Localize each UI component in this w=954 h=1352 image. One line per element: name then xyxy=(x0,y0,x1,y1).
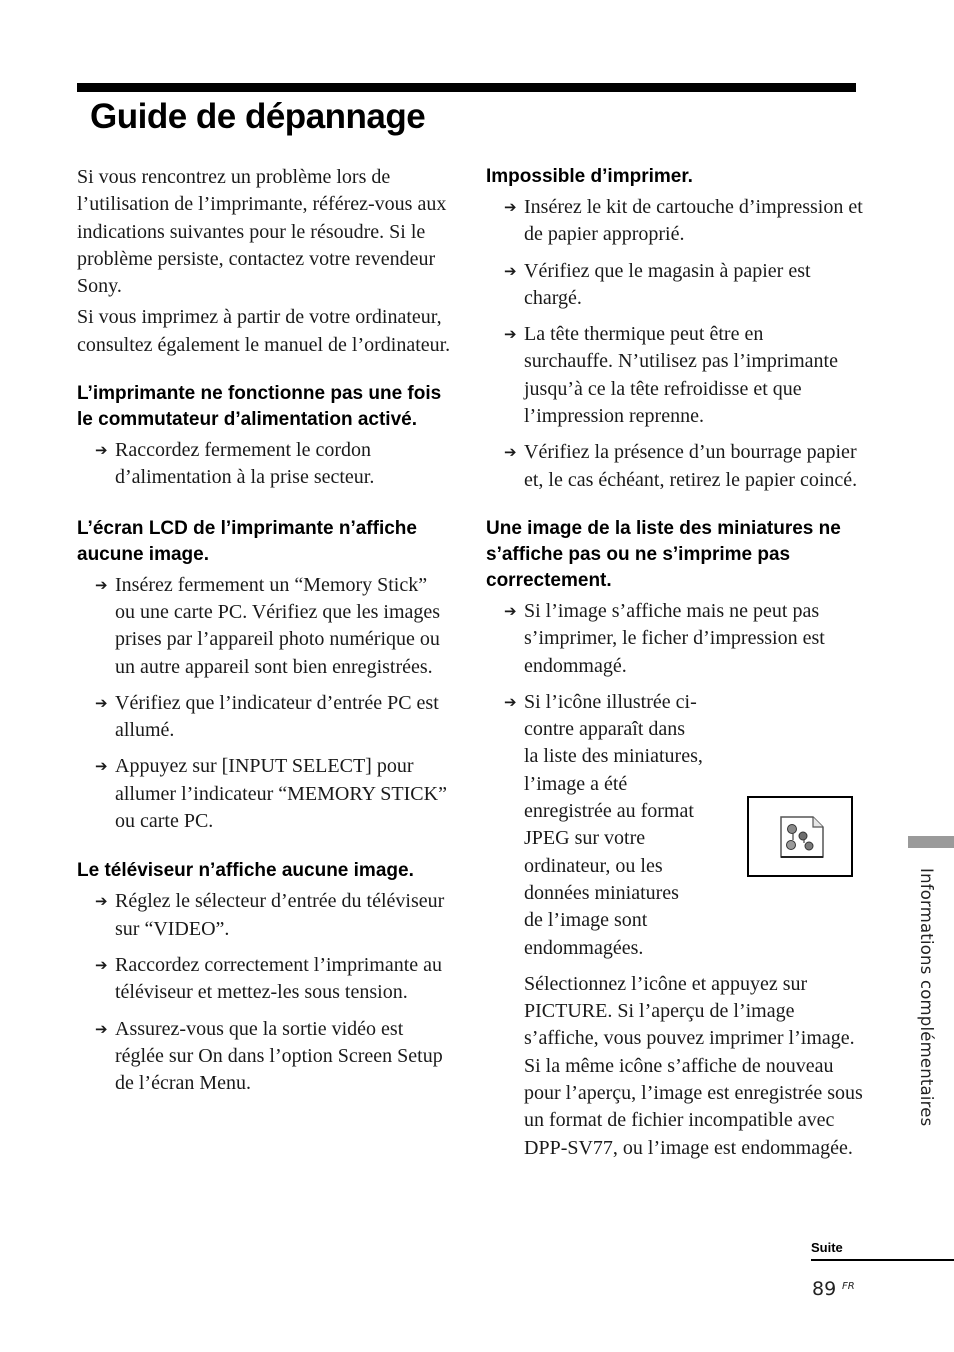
item-line: ordinateur, ou les xyxy=(524,854,663,877)
arrow-icon: ➔ xyxy=(95,892,108,911)
section-heading: L’écran LCD de l’imprimante n’affiche aucune image. xyxy=(77,517,417,565)
arrow-icon: ➔ xyxy=(95,955,108,974)
item-text: Insérez le kit de cartouche d’impression et de papier approprié. xyxy=(524,196,863,246)
list-item xyxy=(77,437,452,492)
icon-illustration xyxy=(747,796,853,877)
right-column xyxy=(486,164,866,1166)
item-line: enregistrée au format xyxy=(524,800,694,823)
section-heading: Le téléviseur n’affiche aucune image. xyxy=(77,860,414,882)
item-text: Si l’image s’affiche mais ne peut pas s’imprimer, le ficher d’impression est endommagé. xyxy=(524,599,825,677)
intro-paragraph: Si vous imprimez à partir de votre ordinateur, consultez également le manuel de l’ordinateur. xyxy=(77,306,451,356)
item-text: Assurez-vous que la sortie vidéo est réglée sur On dans l’option Screen Setup de l’écran Menu. xyxy=(115,1017,443,1095)
section-lcd xyxy=(77,516,452,836)
footer-rule xyxy=(811,1259,954,1261)
arrow-icon: ➔ xyxy=(95,693,108,712)
list-item xyxy=(77,888,452,943)
item-line: de l’image sont xyxy=(524,909,648,932)
list-item xyxy=(77,572,452,681)
arrow-icon: ➔ xyxy=(95,441,108,460)
item-line: endommagées. xyxy=(524,936,644,959)
continued-label: Suite xyxy=(811,1240,843,1255)
list-item xyxy=(77,1016,452,1098)
list-item xyxy=(77,690,452,745)
broken-image-icon xyxy=(779,816,825,858)
item-text: Vérifiez la présence d’un bourrage papier et, le cas échéant, retirez le papier coincé. xyxy=(524,441,858,491)
item-line: l’image a été xyxy=(524,772,628,795)
item-text: Raccordez fermement le cordon d’alimentation à la prise secteur. xyxy=(115,439,375,489)
side-tab-label: Informations complémentaires xyxy=(917,868,936,1127)
intro-paragraph: Si vous rencontrez un problème lors de l’utilisation de l’imprimante, référez-vous aux indications suivantes pour le résoudre. Si le problème persiste, contactez votre revendeur Sony. xyxy=(77,166,447,298)
list-item xyxy=(486,194,866,249)
list-item xyxy=(486,258,866,313)
item-line: JPEG sur votre xyxy=(524,827,646,850)
item-text: La tête thermique peut être en surchauffe. N’utilisez pas l’imprimante jusqu’à ce la tête refroidisse et que l’impression reprenne. xyxy=(524,323,838,428)
list-item xyxy=(486,321,866,430)
arrow-icon: ➔ xyxy=(504,443,517,462)
left-column xyxy=(77,164,452,1097)
side-tab-marker xyxy=(908,836,954,848)
list-item xyxy=(77,952,452,1007)
section-print xyxy=(486,164,866,494)
page-title: Guide de dépannage xyxy=(90,97,426,136)
item-line: contre apparaît dans xyxy=(524,718,686,741)
arrow-icon: ➔ xyxy=(95,1019,108,1038)
arrow-icon: ➔ xyxy=(504,601,517,620)
list-item xyxy=(486,598,866,680)
item-line: la liste des miniatures, xyxy=(524,745,703,768)
item-line: Si l’icône illustrée ci- xyxy=(524,690,697,713)
arrow-icon: ➔ xyxy=(504,692,517,711)
title-rule xyxy=(77,83,856,92)
item-text: Appuyez sur [INPUT SELECT] pour allumer l’indicateur “MEMORY STICK” ou carte PC. xyxy=(115,755,447,833)
section-heading: Une image de la liste des miniatures ne s’affiche pas ou ne s’imprime pas correctement. xyxy=(486,517,841,591)
page-language: FR xyxy=(842,1281,855,1292)
list-item xyxy=(486,439,866,494)
arrow-icon: ➔ xyxy=(504,261,517,280)
item-text: Vérifiez que le magasin à papier est chargé. xyxy=(524,259,811,309)
section-tv xyxy=(77,858,452,1097)
followup-paragraph: Sélectionnez l’icône et appuyez sur PICTURE. Si l’aperçu de l’image s’affiche, vous pouvez imprimer l’image. Si la même icône s’affiche de nouveau pour l’aperçu, l’image est enregistrée sous un format de fichier incompatible avec DPP-SV77, ou l’image est endommagée. xyxy=(524,972,863,1159)
item-text: Vérifiez que l’indicateur d’entrée PC est allumé. xyxy=(115,691,439,742)
arrow-icon: ➔ xyxy=(95,757,108,776)
item-text: Insérez fermement un “Memory Stick” ou une carte PC. Vérifiez que les images prises par l’appareil photo numérique ou un autre appareil sont bien enregistrées. xyxy=(115,573,441,678)
list-item xyxy=(77,753,452,835)
item-line: données miniatures xyxy=(524,881,679,904)
section-heading: L’imprimante ne fonctionne pas une fois le commutateur d’alimentation activé. xyxy=(77,383,442,431)
item-text: Raccordez correctement l’imprimante au téléviseur et mettez-les sous tension. xyxy=(115,953,443,1004)
arrow-icon: ➔ xyxy=(504,198,517,216)
arrow-icon: ➔ xyxy=(504,325,517,344)
section-heading: Impossible d’imprimer. xyxy=(486,166,693,187)
arrow-icon: ➔ xyxy=(95,575,108,594)
section-power xyxy=(77,381,452,492)
item-text: Réglez le sélecteur d’entrée du téléviseur sur “VIDEO”. xyxy=(115,890,445,940)
page-number: 89 xyxy=(812,1278,837,1300)
